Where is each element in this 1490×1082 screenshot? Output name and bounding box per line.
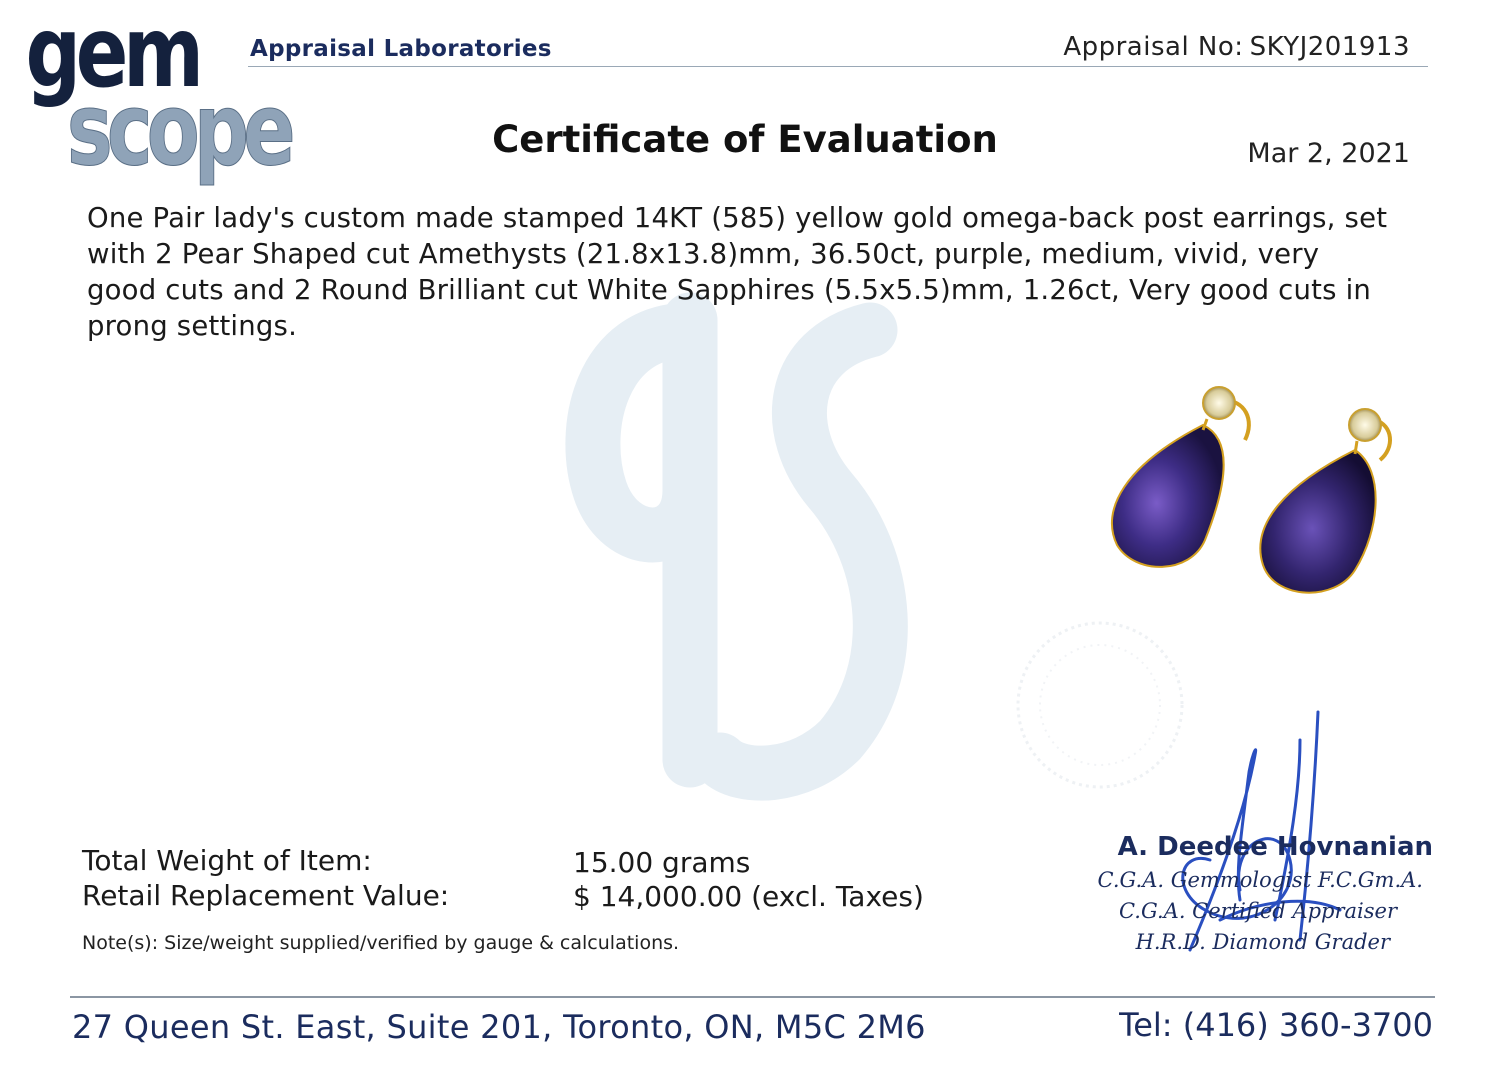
footer-telephone: Tel: (416) 360-3700 [1119, 1006, 1433, 1044]
earrings-photo [1095, 370, 1405, 610]
right-earring [1260, 409, 1390, 593]
signatory-title-appraiser: C.G.A. Certified Appraiser [1118, 899, 1397, 923]
appraisal-number: SKYJ201913 [1249, 32, 1410, 62]
signatory-title-grader: H.R.D. Diamond Grader [1135, 930, 1390, 954]
certificate-title: Certificate of Evaluation [492, 118, 998, 161]
header-divider [248, 66, 1428, 67]
appraisal-note: Note(s): Size/weight supplied/verified by gauge & calculations. [82, 932, 680, 954]
signatory-title-gemmologist: C.G.A. Gemmologist F.C.Gm.A. [1097, 868, 1423, 892]
signatory-name: A. Deedee Hovnanian [1117, 832, 1433, 862]
item-description: One Pair lady's custom made stamped 14KT (585) yellow gold omega-back post earrings, set with 2 Pear Shaped cut Amethysts (21.8x13.8)mm, 36.50ct, purple, medium, vivid, very good cuts and 2 Round Brilliant cut White Sapphires (5.5x5.5)mm, 1.26ct, Very good cuts in prong settings. [87, 202, 1388, 342]
left-earring [1112, 387, 1249, 567]
certificate-date: Mar 2, 2021 [1247, 138, 1410, 169]
gs-watermark [540, 290, 960, 810]
logo-text-scope: scope [66, 70, 290, 188]
footer-address: 27 Queen St. East, Suite 201, Toronto, ON, M5C 2M6 [72, 1008, 926, 1046]
footer-divider [70, 996, 1435, 998]
logo-text-gem: gem [25, 0, 199, 110]
replacement-value-label: Retail Replacement Value: [82, 879, 450, 912]
total-weight-label: Total Weight of Item: [82, 844, 372, 877]
total-weight-value: 15.00 grams [573, 846, 751, 879]
lab-name: Appraisal Laboratories [250, 36, 552, 62]
appraisal-number-row [1063, 32, 1410, 62]
replacement-value: $ 14,000.00 (excl. Taxes) [573, 880, 924, 913]
appraisal-number-label: Appraisal No: [1063, 32, 1244, 62]
